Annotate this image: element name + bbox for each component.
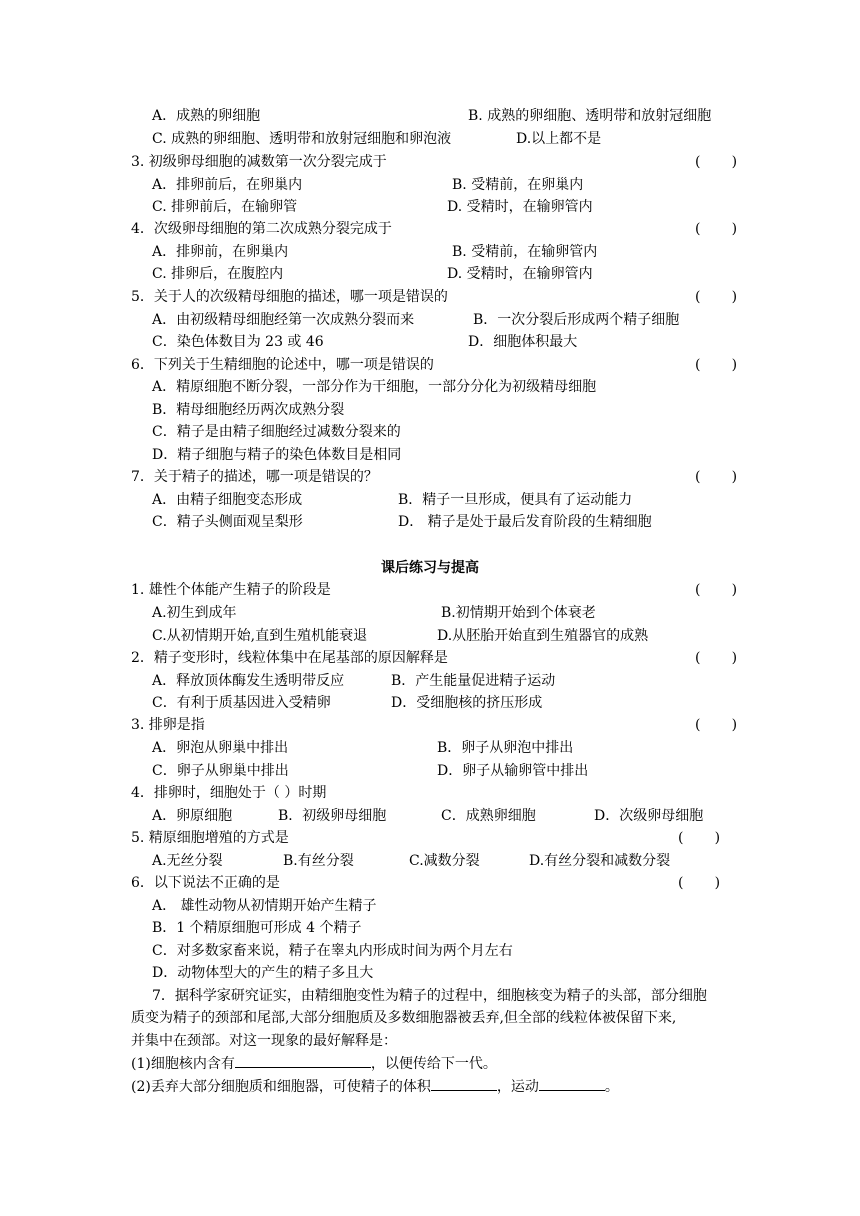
- s2-q3-stem: 3. 排卵是指: [131, 717, 205, 733]
- s1-q2-option-b: B. 成熟的卵细胞、透明带和放射冠细胞: [468, 108, 712, 124]
- s2-q6-option-a: A． 雄性动物从初情期开始产生精子: [152, 898, 377, 914]
- s2-q6-option-d: D．动物体型大的产生的精子多且大: [152, 965, 374, 981]
- s2-q7-sub2-blank-motion[interactable]: [539, 1076, 605, 1091]
- s1-q3-answer-paren: ( ): [695, 154, 738, 170]
- s2-q7-sub2-prefix: (2)丢弃大部分细胞质和细胞器，可使精子的体积: [131, 1079, 431, 1095]
- s1-q7-option-d: D． 精子是处于最后发育阶段的生精细胞: [398, 514, 652, 530]
- s2-q4-option-a: A．卵原细胞: [152, 808, 233, 824]
- s2-q5-option-a: A.无丝分裂: [152, 853, 223, 869]
- s2-q7-line-1: 7．据科学家研究证实，由精细胞变性为精子的过程中，细胞核变为精子的头部，部分细胞: [152, 988, 707, 1004]
- s1-q7-option-a: A．由精子细胞变态形成: [152, 492, 303, 508]
- s1-q7-stem: 7．关于精子的描述，哪一项是错误的？: [131, 469, 378, 485]
- s1-q3-stem: 3. 初级卵母细胞的减数第一次分裂完成于: [131, 154, 387, 170]
- s2-q3-option-a: A．卵泡从卵巢中排出: [152, 740, 289, 756]
- s1-q2-option-a: A．成熟的卵细胞: [152, 108, 261, 124]
- s2-q7-sub1-blank[interactable]: [235, 1053, 371, 1068]
- s2-q6-answer-paren: ( ): [678, 875, 721, 891]
- s1-q4-option-b: B. 受精前，在输卵管内: [452, 244, 598, 260]
- s1-q5-option-a: A．由初级精母细胞经第一次成熟分裂而来: [152, 312, 415, 328]
- s2-q7-sub2-middle: ，运动: [496, 1079, 539, 1095]
- s1-q5-option-b: B．一次分裂后形成两个精子细胞: [473, 312, 680, 328]
- s2-q5-answer-paren: ( ): [678, 830, 721, 846]
- s1-q6-option-d: D．精子细胞与精子的染色体数目是相同: [152, 447, 402, 463]
- s2-q5-option-d: D.有丝分裂和减数分裂: [529, 853, 671, 869]
- s2-q1-option-a: A.初生到成年: [152, 605, 237, 621]
- s2-q3-option-d: D．卵子从输卵管中排出: [437, 763, 589, 779]
- s2-q2-option-a: A．释放顶体酶发生透明带反应: [152, 673, 345, 689]
- s1-q5-option-d: D．细胞体积最大: [468, 334, 578, 350]
- s2-q4-stem: 4．排卵时，细胞处于（ ）时期: [131, 785, 327, 801]
- s1-q4-stem: 4．次级卵母细胞的第二次成熟分裂完成于: [131, 221, 392, 237]
- s2-q4-option-b: B．初级卵母细胞: [278, 808, 387, 824]
- s2-q2-answer-paren: ( ): [695, 650, 738, 666]
- s2-q1-option-d: D.从胚胎开始直到生殖器官的成熟: [437, 628, 649, 644]
- s1-q3-option-a: A．排卵前后，在卵巢内: [152, 177, 303, 193]
- s2-q4-option-d: D．次级卵母细胞: [594, 808, 704, 824]
- s1-q6-option-b: B．精母细胞经历两次成熟分裂: [152, 402, 345, 418]
- s2-q3-answer-paren: ( ): [695, 717, 738, 733]
- s1-q4-answer-paren: ( ): [695, 221, 738, 237]
- s2-q2-option-d: D．受细胞核的挤压形成: [391, 695, 543, 711]
- s2-q1-answer-paren: ( ): [695, 582, 738, 598]
- s2-q5-stem: 5. 精原细胞增殖的方式是: [131, 830, 289, 846]
- s1-q4-option-c: C. 排卵后，在腹腔内: [152, 266, 284, 282]
- s1-q4-option-a: A．排卵前，在卵巢内: [152, 244, 289, 260]
- s1-q3-option-b: B. 受精前，在卵巢内: [452, 177, 584, 193]
- s2-q7-sub2: [131, 1076, 619, 1096]
- s1-q6-option-c: C．精子是由精子细胞经过减数分裂来的: [152, 424, 401, 440]
- s2-q7-sub1-suffix: ，以便传给下一代。: [370, 1056, 497, 1072]
- s2-q3-option-c: C．卵子从卵巢中排出: [152, 763, 289, 779]
- s2-q7-line-2: 质变为精子的颈部和尾部,大部分细胞质及多数细胞器被丢弃,但全部的线粒体被保留下来,: [131, 1010, 677, 1026]
- s1-q3-option-c: C. 排卵前后，在输卵管: [152, 199, 298, 215]
- s1-q3-option-d: D. 受精时，在输卵管内: [447, 199, 593, 215]
- s2-q1-option-c: C.从初情期开始,直到生殖机能衰退: [152, 628, 368, 644]
- s2-q1-option-b: B.初情期开始到个体衰老: [441, 605, 596, 621]
- s1-q2-option-d: D.以上都不是: [516, 131, 602, 147]
- s2-q5-option-b: B.有丝分裂: [283, 853, 354, 869]
- section-title: 课后练习与提高: [381, 560, 479, 576]
- s2-q7-line-3: 并集中在颈部。对这一现象的最好解释是：: [131, 1033, 397, 1049]
- s2-q1-stem: 1. 雄性个体能产生精子的阶段是: [131, 582, 331, 598]
- s1-q7-option-c: C．精子头侧面观呈梨形: [152, 514, 303, 530]
- s2-q5-option-c: C.减数分裂: [409, 853, 480, 869]
- s1-q7-answer-paren: ( ): [695, 469, 738, 485]
- s1-q5-answer-paren: ( ): [695, 289, 738, 305]
- s2-q6-option-c: C．对多数家畜来说，精子在睾丸内形成时间为两个月左右: [152, 943, 513, 959]
- s1-q6-answer-paren: ( ): [695, 357, 738, 373]
- s1-q7-option-b: B．精子一旦形成，便具有了运动能力: [398, 492, 633, 508]
- s1-q5-option-c: C．染色体数目为 23 或 46: [152, 334, 324, 350]
- s1-q2-option-c: C. 成熟的卵细胞、透明带和放射冠细胞和卵泡液: [152, 131, 452, 147]
- s2-q6-option-b: B．1 个精原细胞可形成 4 个精子: [152, 920, 362, 936]
- s1-q4-option-d: D. 受精时，在输卵管内: [447, 266, 593, 282]
- s2-q4-option-c: C．成熟卵细胞: [441, 808, 536, 824]
- s1-q6-stem: 6．下列关于生精细胞的论述中，哪一项是错误的: [131, 357, 434, 373]
- s2-q2-stem: 2．精子变形时，线粒体集中在尾基部的原因解释是: [131, 650, 448, 666]
- s2-q6-stem: 6．以下说法不正确的是: [131, 875, 280, 891]
- s2-q2-option-c: C．有利于质基因进入受精卵: [152, 695, 331, 711]
- s2-q7-sub2-blank-volume[interactable]: [431, 1076, 497, 1091]
- s2-q7-sub1-prefix: (1)细胞核内含有: [131, 1056, 235, 1072]
- s1-q5-stem: 5．关于人的次级精母细胞的描述，哪一项是错误的: [131, 289, 448, 305]
- s2-q3-option-b: B．卵子从卵泡中排出: [437, 740, 574, 756]
- s2-q7-sub2-suffix: 。: [604, 1079, 619, 1095]
- s1-q6-option-a: A．精原细胞不断分裂，一部分作为干细胞，一部分分化为初级精母细胞: [152, 379, 597, 395]
- s2-q2-option-b: B．产生能量促进精子运动: [391, 673, 556, 689]
- s2-q7-sub1: [131, 1053, 497, 1073]
